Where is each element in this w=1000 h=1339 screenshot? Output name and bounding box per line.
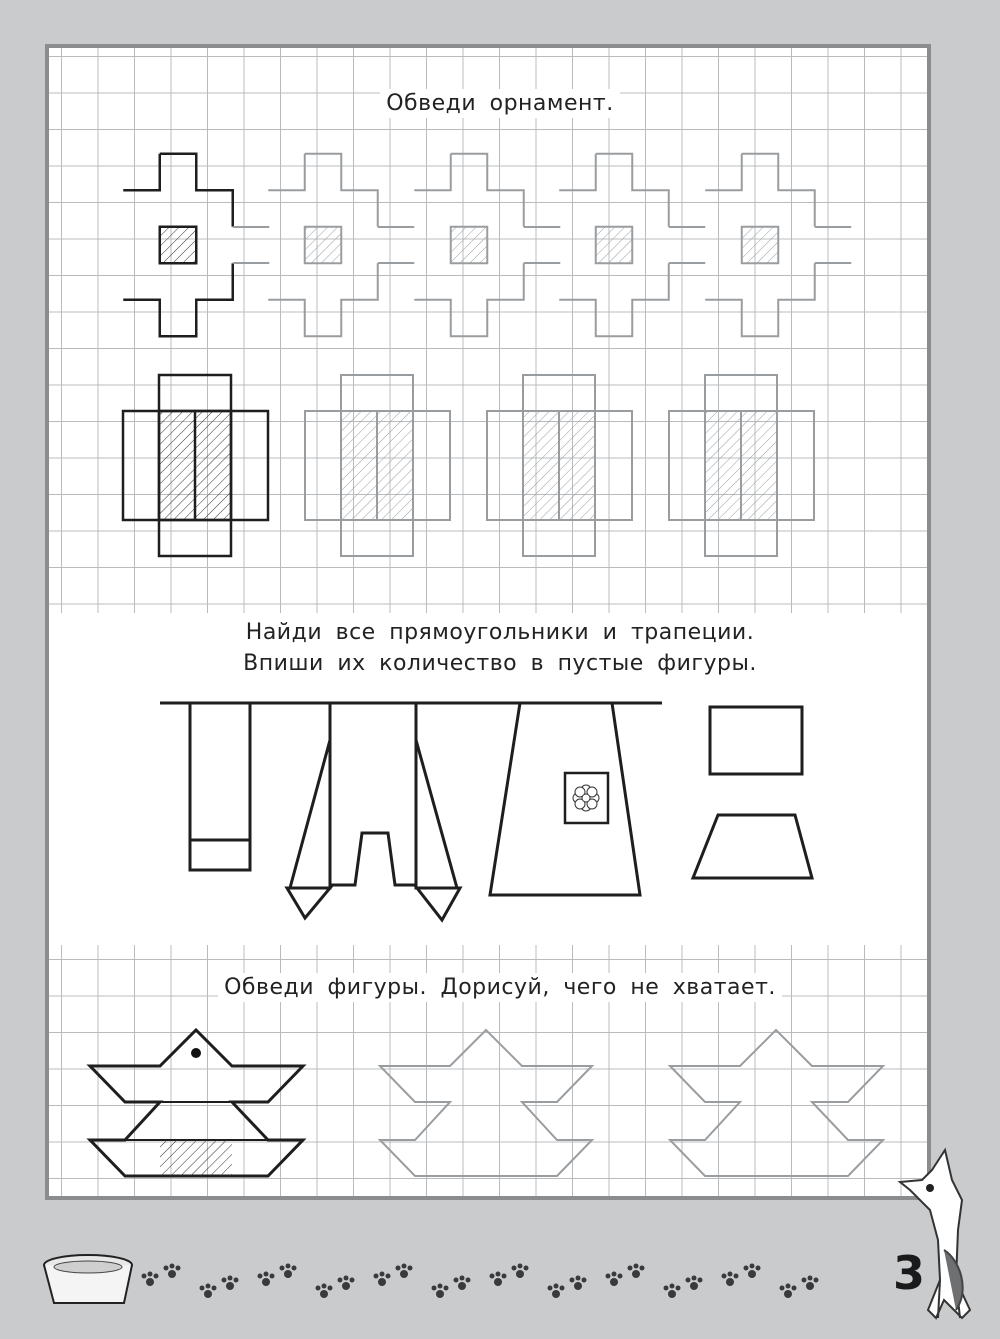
paw-print-icon (258, 1264, 297, 1287)
trousers-left-leg (290, 740, 330, 888)
paw-toe (264, 1272, 269, 1277)
paw-pad (610, 1278, 618, 1286)
paw-pad (168, 1270, 176, 1278)
ornament-connector (378, 227, 415, 263)
paw-toe (338, 1278, 343, 1283)
ornament-cross-3 (559, 154, 669, 337)
paw-pad (284, 1270, 292, 1278)
paw-toe (444, 1286, 449, 1291)
task-ornament-heading: Обведи орнамент. (0, 91, 1000, 116)
paw-toe (496, 1272, 501, 1277)
paw-toe (814, 1278, 819, 1283)
paw-toe (142, 1274, 147, 1279)
paw-pad (806, 1282, 814, 1290)
paw-toe (628, 1266, 633, 1271)
paw-pad (400, 1270, 408, 1278)
paw-toe (512, 1266, 517, 1271)
task-count-heading-line2: Впиши их количество в пустые фигуры. (0, 651, 1000, 676)
task-count-heading-line1: Найди все прямоугольники и трапеции. (0, 620, 1000, 645)
paw-toe (408, 1266, 413, 1271)
ornament-connector (815, 227, 852, 263)
paw-toe (490, 1274, 495, 1279)
paw-toe (292, 1266, 297, 1271)
paw-toe (212, 1286, 217, 1291)
paw-toe (734, 1274, 739, 1279)
paw-toe (802, 1278, 807, 1283)
paw-toe (548, 1286, 553, 1291)
paw-pad (516, 1270, 524, 1278)
paw-print-icon (432, 1276, 471, 1299)
paw-pad (436, 1290, 444, 1298)
trousers-right-leg (416, 740, 457, 888)
ornament-cross-0 (123, 154, 233, 337)
ornament-cross-hatch (160, 227, 197, 264)
paw-toe (234, 1278, 239, 1283)
paw-pad (226, 1282, 234, 1290)
ornament-rect-2 (487, 375, 632, 556)
ornament-row-crosses[interactable] (123, 154, 851, 337)
paw-toe (460, 1276, 465, 1281)
paw-toe (286, 1264, 291, 1269)
ornament-cross-1 (268, 154, 378, 337)
paw-toe (780, 1286, 785, 1291)
paw-toe (222, 1278, 227, 1283)
paw-toe (692, 1276, 697, 1281)
paw-toe (148, 1272, 153, 1277)
paw-toe (154, 1274, 159, 1279)
paw-pad (690, 1282, 698, 1290)
paw-toe (350, 1278, 355, 1283)
paw-pad (342, 1282, 350, 1290)
paw-print-icon (374, 1264, 413, 1287)
figure-example-dot (191, 1048, 201, 1058)
paw-toe (664, 1286, 669, 1291)
rectangle-answer-box[interactable] (710, 707, 802, 774)
figure-example-hatch (160, 1140, 232, 1176)
page-number: 3 (893, 1246, 926, 1300)
paw-pad (552, 1290, 560, 1298)
paw-pad (784, 1290, 792, 1298)
paw-pad (668, 1290, 676, 1298)
paw-toe (750, 1264, 755, 1269)
paw-toe (200, 1286, 205, 1291)
paw-print-row (142, 1264, 819, 1299)
paw-pad (748, 1270, 756, 1278)
trapezoid-answer-box[interactable] (693, 815, 812, 878)
paw-pad (458, 1282, 466, 1290)
paw-toe (322, 1284, 327, 1289)
paw-pad (726, 1278, 734, 1286)
paw-toe (634, 1264, 639, 1269)
paw-toe (554, 1284, 559, 1289)
paw-toe (258, 1274, 263, 1279)
ornament-connector (524, 227, 561, 263)
paw-toe (466, 1278, 471, 1283)
ornament-rect-3 (669, 375, 814, 556)
paw-toe (560, 1286, 565, 1291)
paw-toe (744, 1266, 749, 1271)
ornament-cross-hatch (305, 227, 342, 264)
ornament-cross-hatch (451, 227, 488, 264)
paw-toe (518, 1264, 523, 1269)
paw-toe (170, 1264, 175, 1269)
paw-print-icon (316, 1276, 355, 1299)
paw-toe (164, 1266, 169, 1271)
paw-toe (670, 1284, 675, 1289)
paw-toe (280, 1266, 285, 1271)
paw-toe (756, 1266, 761, 1271)
paw-pad (320, 1290, 328, 1298)
paw-toe (728, 1272, 733, 1277)
paw-print-icon (200, 1276, 239, 1299)
figure-trace-2[interactable] (670, 1030, 883, 1176)
trousers-right-cuff (417, 888, 460, 920)
ornament-connector (233, 227, 270, 263)
flower-icon (573, 785, 599, 811)
paw-toe (786, 1284, 791, 1289)
paw-toe (606, 1274, 611, 1279)
paw-toe (228, 1276, 233, 1281)
task-complete-heading: Обведи фигуры. Дорисуй, чего не хватает. (0, 975, 1000, 1000)
ornament-rect-1 (305, 375, 450, 556)
ornament-rect-0 (123, 375, 268, 556)
paw-print-icon (664, 1276, 703, 1299)
ornament-cross-2 (414, 154, 524, 337)
paw-pad (494, 1278, 502, 1286)
paw-toe (432, 1286, 437, 1291)
trousers-left-cuff (287, 888, 330, 918)
paw-pad (204, 1290, 212, 1298)
paw-toe (792, 1286, 797, 1291)
trousers-body (330, 703, 416, 885)
paw-toe (316, 1286, 321, 1291)
pet-bowl-icon (44, 1255, 132, 1303)
paw-print-icon (142, 1264, 181, 1287)
paw-toe (380, 1272, 385, 1277)
paw-toe (676, 1286, 681, 1291)
paw-toe (722, 1274, 727, 1279)
figure-example (90, 1030, 303, 1176)
paw-toe (396, 1266, 401, 1271)
paw-toe (698, 1278, 703, 1283)
paw-toe (618, 1274, 623, 1279)
figure-trace-1[interactable] (380, 1030, 592, 1176)
paw-print-icon (548, 1276, 587, 1299)
paw-toe (402, 1264, 407, 1269)
ornament-row-rectangles[interactable] (123, 375, 814, 556)
paw-toe (502, 1274, 507, 1279)
paw-toe (328, 1286, 333, 1291)
paw-pad (632, 1270, 640, 1278)
paw-toe (176, 1266, 181, 1271)
scarf-shape (190, 703, 250, 870)
paw-toe (808, 1276, 813, 1281)
paw-toe (612, 1272, 617, 1277)
paw-pad (574, 1282, 582, 1290)
ornament-cross-hatch (742, 227, 779, 264)
paw-print-icon (722, 1264, 761, 1287)
paw-toe (570, 1278, 575, 1283)
paw-print-icon (490, 1264, 529, 1287)
paw-pad (262, 1278, 270, 1286)
paw-toe (386, 1274, 391, 1279)
paw-toe (524, 1266, 529, 1271)
ornament-cross-4 (705, 154, 815, 337)
paw-pad (146, 1278, 154, 1286)
paw-toe (576, 1276, 581, 1281)
paw-toe (270, 1274, 275, 1279)
paw-toe (344, 1276, 349, 1281)
paw-toe (206, 1284, 211, 1289)
paw-toe (374, 1274, 379, 1279)
paw-toe (454, 1278, 459, 1283)
paw-toe (640, 1266, 645, 1271)
paw-toe (438, 1284, 443, 1289)
paw-toe (686, 1278, 691, 1283)
paw-print-icon (606, 1264, 645, 1287)
ornament-cross-hatch (596, 227, 633, 264)
paw-toe (582, 1278, 587, 1283)
paw-pad (378, 1278, 386, 1286)
ornament-connector (669, 227, 706, 263)
clothes-shelf (160, 703, 812, 920)
paw-print-icon (780, 1276, 819, 1299)
